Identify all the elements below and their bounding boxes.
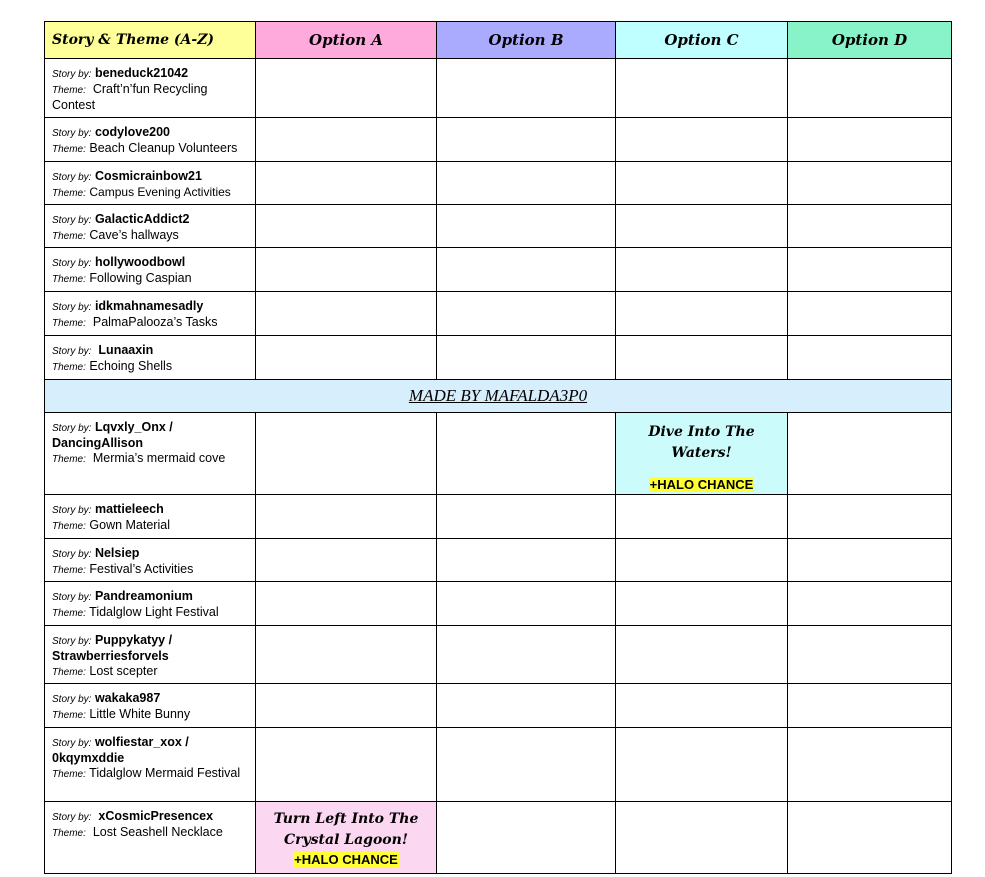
table-row — [45, 582, 952, 626]
option-d-cell — [788, 495, 952, 539]
author-name: mattieleech — [94, 502, 164, 516]
option-b-cell — [437, 582, 616, 626]
option-c-cell — [616, 248, 788, 292]
theme-label: Theme: — [52, 769, 86, 780]
option-a-answer-cell — [256, 802, 437, 874]
story-by-label: Story by: — [52, 346, 92, 357]
option-b-cell — [437, 684, 616, 728]
option-d-cell — [788, 336, 952, 380]
theme-name: Tidalglow Light Festival — [89, 605, 219, 619]
author-name: hollywoodbowl — [94, 255, 186, 269]
theme-name: Gown Material — [89, 518, 170, 532]
option-a-cell — [256, 248, 437, 292]
table-row — [45, 413, 952, 495]
header-row — [45, 22, 952, 59]
option-c-cell — [616, 728, 788, 802]
option-b-cell — [437, 336, 616, 380]
theme-label: Theme: — [52, 608, 86, 619]
option-b-cell — [437, 162, 616, 205]
header-story-theme: Story & Theme (A-Z) — [45, 22, 256, 59]
theme-name: Echoing Shells — [89, 359, 173, 373]
option-a-cell — [256, 336, 437, 380]
theme-name: Following Caspian — [89, 271, 192, 285]
option-b-cell — [437, 118, 616, 162]
header-option-c: Option C — [616, 22, 788, 59]
theme-label: Theme: — [52, 318, 86, 329]
option-c-cell — [616, 205, 788, 248]
option-a-cell — [256, 582, 437, 626]
author-name: beneduck21042 — [94, 66, 189, 80]
option-b-cell — [437, 59, 616, 118]
option-b-cell — [437, 802, 616, 874]
author-name: wakaka987 — [94, 691, 161, 705]
author-name: Nelsiep — [94, 546, 140, 560]
author-name: idkmahnamesadly — [94, 299, 204, 313]
story-by-label: Story by: — [52, 172, 92, 183]
author-name: wolfiestar_xox / 0kqymxddie — [52, 735, 189, 765]
theme-name: Lost scepter — [89, 664, 158, 678]
theme-label: Theme: — [52, 85, 86, 96]
table-row — [45, 162, 952, 205]
option-d-cell — [788, 728, 952, 802]
option-a-cell — [256, 292, 437, 336]
theme-name: Cave’s hallways — [89, 228, 179, 242]
option-a-cell — [256, 59, 437, 118]
credit-banner: MADE BY MAFALDA3P0 — [45, 380, 952, 413]
option-a-cell — [256, 684, 437, 728]
halo-chance-badge: +HALO CHANCE — [649, 477, 754, 492]
author-name: Cosmicrainbow21 — [94, 169, 202, 183]
option-d-cell — [788, 292, 952, 336]
option-c-cell — [616, 802, 788, 874]
story-by-label: Story by: — [52, 592, 92, 603]
option-b-cell — [437, 495, 616, 539]
answer-title: Dive Into The Waters! — [648, 424, 755, 461]
story-cell — [45, 684, 256, 728]
option-b-cell — [437, 205, 616, 248]
author-name: xCosmicPresencex — [98, 809, 214, 823]
option-b-cell — [437, 728, 616, 802]
table-row — [45, 205, 952, 248]
table-row — [45, 626, 952, 684]
author-name: Lunaaxin — [98, 343, 154, 357]
theme-label: Theme: — [52, 274, 86, 285]
option-c-cell — [616, 59, 788, 118]
option-d-cell — [788, 59, 952, 118]
table-row — [45, 802, 952, 874]
option-d-cell — [788, 684, 952, 728]
option-b-cell — [437, 626, 616, 684]
story-options-table — [44, 21, 952, 874]
table-row — [45, 728, 952, 802]
theme-label: Theme: — [52, 454, 86, 465]
theme-name: Campus Evening Activities — [89, 185, 231, 199]
option-c-answer-cell — [616, 413, 788, 495]
option-c-cell — [616, 582, 788, 626]
option-d-cell — [788, 413, 952, 495]
option-a-cell — [256, 539, 437, 582]
option-b-cell — [437, 413, 616, 495]
option-d-cell — [788, 248, 952, 292]
theme-name: Tidalglow Mermaid Festival — [89, 766, 241, 780]
option-a-cell — [256, 205, 437, 248]
story-cell — [45, 292, 256, 336]
author-name: Puppykatyy / Strawberriesforvels — [52, 633, 173, 663]
option-c-cell — [616, 292, 788, 336]
option-c-cell — [616, 336, 788, 380]
story-by-label: Story by: — [52, 549, 92, 560]
theme-label: Theme: — [52, 710, 86, 721]
credit-banner-row — [45, 380, 952, 413]
story-cell — [45, 495, 256, 539]
theme-label: Theme: — [52, 144, 86, 155]
option-d-cell — [788, 539, 952, 582]
story-cell — [45, 162, 256, 205]
option-d-cell — [788, 626, 952, 684]
theme-label: Theme: — [52, 188, 86, 199]
story-cell — [45, 336, 256, 380]
theme-label: Theme: — [52, 565, 86, 576]
story-cell — [45, 59, 256, 118]
option-d-cell — [788, 582, 952, 626]
option-a-cell — [256, 118, 437, 162]
story-by-label: Story by: — [52, 69, 92, 80]
option-a-cell — [256, 162, 437, 205]
option-c-cell — [616, 539, 788, 582]
table-row — [45, 59, 952, 118]
option-a-cell — [256, 728, 437, 802]
option-a-cell — [256, 495, 437, 539]
option-c-cell — [616, 684, 788, 728]
story-cell — [45, 539, 256, 582]
theme-label: Theme: — [52, 667, 86, 678]
story-cell — [45, 118, 256, 162]
theme-name: Craft’n’fun Recycling Contest — [52, 82, 208, 112]
header-option-b: Option B — [437, 22, 616, 59]
option-c-cell — [616, 118, 788, 162]
story-by-label: Story by: — [52, 128, 92, 139]
theme-name: Mermia’s mermaid cove — [92, 451, 226, 465]
header-option-d: Option D — [788, 22, 952, 59]
author-name: Pandreamonium — [94, 589, 193, 603]
theme-name: Beach Cleanup Volunteers — [89, 141, 238, 155]
story-by-label: Story by: — [52, 694, 92, 705]
table-row — [45, 539, 952, 582]
option-d-cell — [788, 802, 952, 874]
table-row — [45, 118, 952, 162]
option-b-cell — [437, 248, 616, 292]
header-option-a: Option A — [256, 22, 437, 59]
theme-label: Theme: — [52, 828, 86, 839]
table-row — [45, 248, 952, 292]
theme-label: Theme: — [52, 521, 86, 532]
story-by-label: Story by: — [52, 258, 92, 269]
theme-name: Little White Bunny — [89, 707, 191, 721]
option-a-cell — [256, 413, 437, 495]
option-d-cell — [788, 205, 952, 248]
theme-name: Lost Seashell Necklace — [92, 825, 223, 839]
option-c-cell — [616, 495, 788, 539]
author-name: codylove200 — [94, 125, 170, 139]
theme-label: Theme: — [52, 231, 86, 242]
story-cell — [45, 582, 256, 626]
theme-name: Festival’s Activities — [89, 562, 194, 576]
story-by-label: Story by: — [52, 636, 92, 647]
option-b-cell — [437, 292, 616, 336]
table-row — [45, 336, 952, 380]
option-c-cell — [616, 162, 788, 205]
author-name: Lqvxly_Onx / DancingAllison — [52, 420, 173, 450]
option-a-cell — [256, 626, 437, 684]
story-cell — [45, 205, 256, 248]
story-by-label: Story by: — [52, 738, 92, 749]
story-cell — [45, 626, 256, 684]
answer-title: Turn Left Into The Crystal Lagoon! — [273, 811, 419, 848]
theme-label: Theme: — [52, 362, 86, 373]
author-name: GalacticAddict2 — [94, 212, 190, 226]
table-row — [45, 292, 952, 336]
story-cell — [45, 802, 256, 874]
option-b-cell — [437, 539, 616, 582]
option-d-cell — [788, 118, 952, 162]
table-row — [45, 684, 952, 728]
story-by-label: Story by: — [52, 812, 92, 823]
story-by-label: Story by: — [52, 302, 92, 313]
story-cell — [45, 728, 256, 802]
story-by-label: Story by: — [52, 215, 92, 226]
option-c-cell — [616, 626, 788, 684]
story-by-label: Story by: — [52, 423, 92, 434]
theme-name: PalmaPalooza’s Tasks — [92, 315, 218, 329]
story-cell — [45, 248, 256, 292]
halo-chance-badge: +HALO CHANCE — [294, 852, 398, 867]
story-cell — [45, 413, 256, 495]
table-row — [45, 495, 952, 539]
option-d-cell — [788, 162, 952, 205]
story-by-label: Story by: — [52, 505, 92, 516]
